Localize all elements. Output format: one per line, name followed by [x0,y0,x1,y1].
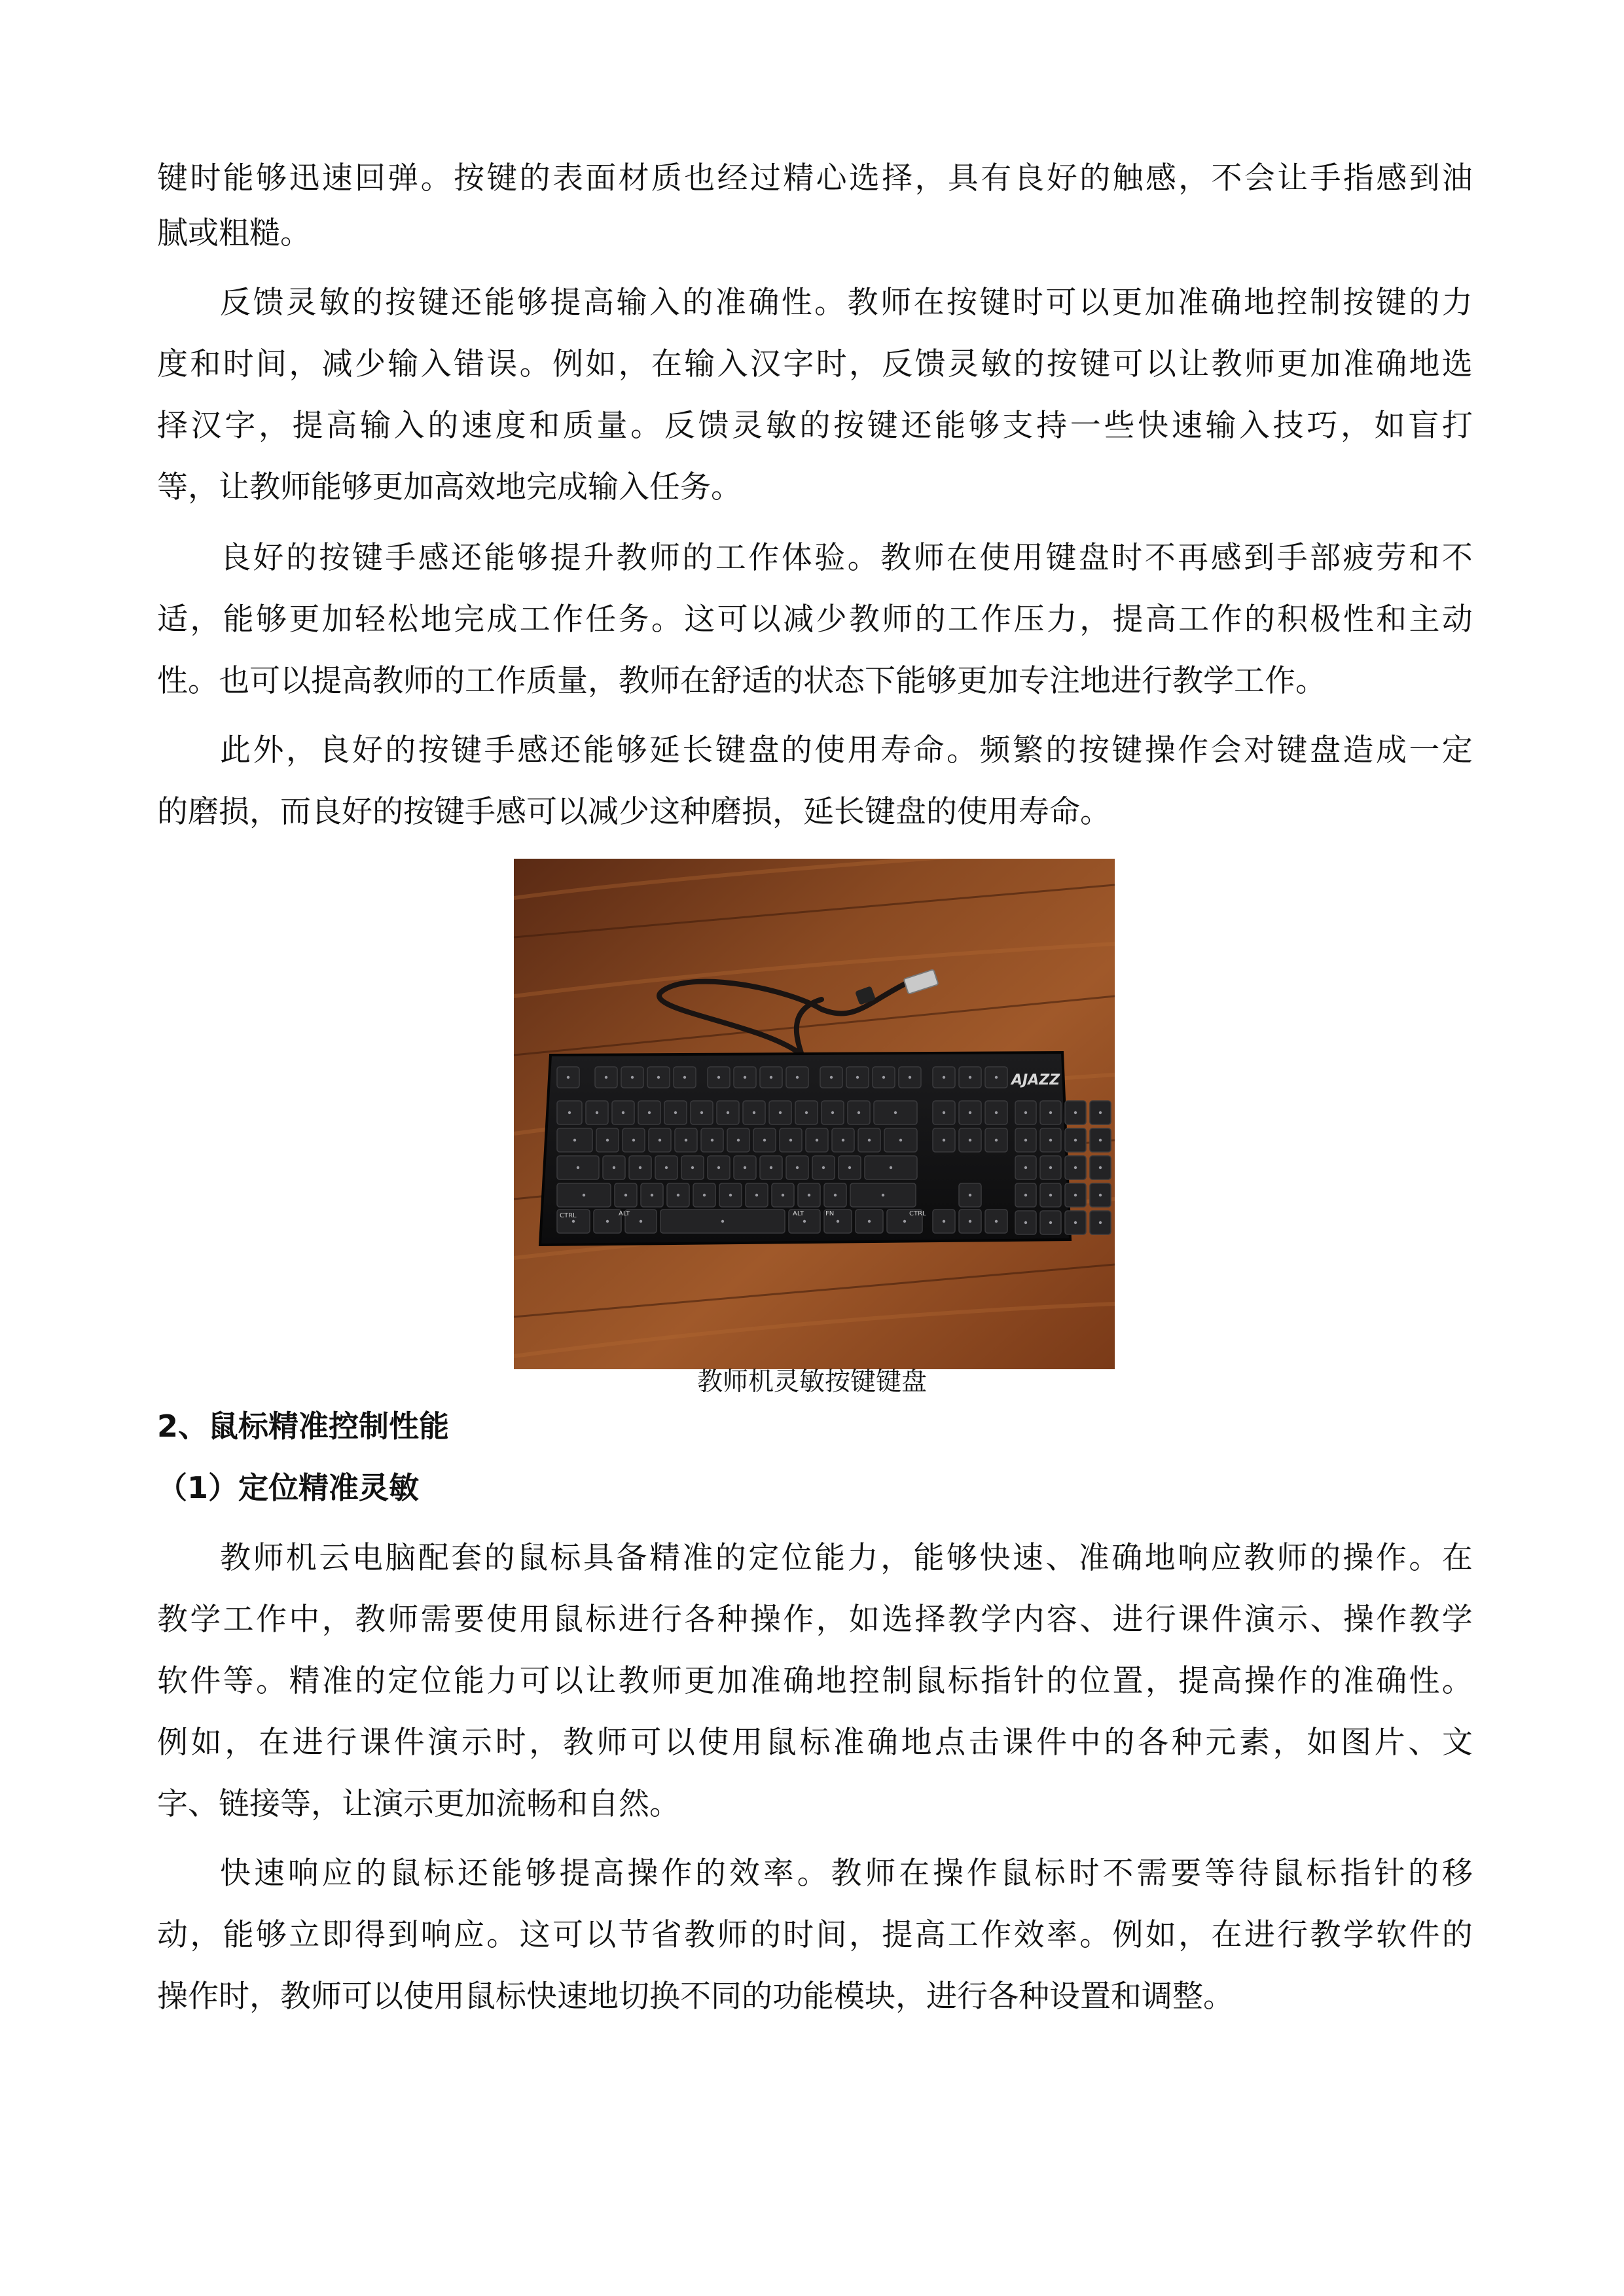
key-legend-dot [1049,1139,1052,1141]
key-legend-dot [1099,1139,1102,1141]
paragraph-line: 等，让教师能够更加高效地完成输入任务。 [157,469,742,505]
key-legend-dot [567,1076,569,1079]
key-legend-dot [1024,1139,1027,1141]
key-legend-dot [703,1194,706,1196]
key-legend-dot [763,1139,766,1141]
key-legend-dot [943,1220,945,1223]
key-legend-dot [729,1194,732,1196]
key-legend-dot [816,1139,818,1141]
key-legend-dot [830,1076,833,1079]
key-legend-dot [779,1111,782,1114]
paragraph-line: 适 ， 能 够 更 加 轻 松 地 完 成 工 作 任 务 。 这 可 以 减 少 教 师 的 工 作 压 力 ， 提 高 工 作 的 积 极 性 和 主 动 [157,601,1473,637]
key-legend-dot [796,1076,799,1079]
key-legend-dot [717,1166,720,1169]
paragraph-line: 快 速 响 应 的 鼠 标 还 能 够 提 高 操 作 的 效 率 。 教 师 在 操 作 鼠 标 时 不 需 要 等 待 鼠 标 指 针 的 移 [220,1856,1473,1892]
key-legend-dot [1099,1194,1102,1196]
key-legend-dot [837,1220,839,1223]
key-legend-dot [943,1076,945,1079]
key-legend-dot [848,1166,851,1169]
key-legend-dot [573,1139,576,1141]
key-legend-dot [995,1139,998,1141]
key-legend-dot [685,1139,687,1141]
key-legend-dot [995,1111,998,1114]
key-legend-dot [744,1166,746,1169]
key-legend-dot [1049,1221,1052,1224]
key-legend-dot [868,1139,871,1141]
key-legend-dot [808,1194,810,1196]
key-legend-dot [782,1194,784,1196]
key-legend-dot [822,1166,825,1169]
key-legend-dot [882,1076,885,1079]
key-legend-dot [995,1220,998,1223]
brand-logo: AJAZZ [1011,1072,1060,1088]
key-legend-dot [868,1220,871,1223]
key-legend-dot [568,1111,571,1114]
key-legend-dot [657,1076,660,1079]
key-legend-dot [969,1220,971,1223]
key-legend-dot [632,1139,635,1141]
key-legend-dot [943,1139,945,1141]
key-legend-dot [803,1220,806,1223]
key-legend-dot [640,1220,642,1223]
key-legend-dot [789,1139,792,1141]
keyboard-photo [514,859,1115,1369]
key-legend-dot [995,1076,998,1079]
key-legend-dot [753,1111,755,1114]
key-legend-dot [909,1076,911,1079]
key-legend-dot [1074,1194,1077,1196]
key-legend-dot [677,1194,679,1196]
key-legend-dot [572,1220,575,1223]
key-legend-dot [717,1076,720,1079]
key-legend-dot [583,1194,585,1196]
key-legend-dot [648,1111,651,1114]
key-legend-dot [624,1194,627,1196]
key-legend-dot [834,1194,837,1196]
key-legend-dot [969,1139,971,1141]
figure-caption: 教师机灵敏按键键盘 [696,1367,927,1397]
key-legend-dot [596,1111,598,1114]
key-legend-dot [969,1194,971,1196]
paragraph-line: 字、链接等，让演示更加流畅和自然。 [157,1786,680,1822]
key-legend-dot [969,1111,971,1114]
paragraph-line: 的磨损，而良好的按键手感可以减少这种磨损，延长键盘的使用寿命。 [157,794,1111,830]
paragraph-line: 择 汉 字 ， 提 高 输 入 的 速 度 和 质 量 。 反 馈 灵 敏 的 按 键 还 能 够 支 持 一 些 快 速 输 入 技 巧 ， 如 盲 打 [157,408,1473,444]
key-legend-dot [1024,1111,1027,1114]
key-legend-dot [890,1166,892,1169]
key-legend-dot [691,1166,694,1169]
key-legend-dot [903,1220,906,1223]
key-legend-dot [943,1111,945,1114]
key-legend-dot [737,1139,740,1141]
key-legend-dot [674,1111,677,1114]
key-legend-dot [659,1139,661,1141]
section-heading: 2、鼠标精准控制性能 [157,1408,450,1444]
key-legend-dot [1049,1111,1052,1114]
key-label: CTRL [909,1210,926,1217]
key-legend-dot [899,1139,902,1141]
key-legend-dot [613,1166,615,1169]
key-legend-dot [969,1076,971,1079]
key-legend-dot [1074,1166,1077,1169]
key-legend-dot [727,1111,729,1114]
key-legend-dot [805,1111,808,1114]
key-legend-dot [651,1194,653,1196]
key-legend-dot [770,1076,772,1079]
key-legend-dot [577,1166,579,1169]
key-legend-dot [639,1166,641,1169]
key-legend-dot [1024,1221,1027,1224]
paragraph-line: 腻或粗糙。 [157,215,311,251]
key-label: FN [825,1210,835,1217]
key-legend-dot [1099,1221,1102,1224]
key-legend-dot [856,1076,859,1079]
key-label: ALT [793,1210,804,1217]
paragraph-line: 例 如 ， 在 进 行 课 件 演 示 时 ， 教 师 可 以 使 用 鼠 标 准 确 地 点 击 课 件 中 的 各 种 元 素 ， 如 图 片 、 文 [157,1725,1473,1761]
paragraph-line: 操作时，教师可以使用鼠标快速地切换不同的功能模块，进行各种设置和调整。 [157,1979,1234,2015]
paragraph-line: 反 馈 灵 敏 的 按 键 还 能 够 提 高 输 入 的 准 确 性 。 教 师 在 按 键 时 可 以 更 加 准 确 地 控 制 按 键 的 力 [220,285,1473,321]
paragraph-line: 此 外 ， 良 好 的 按 键 手 感 还 能 够 延 长 键 盘 的 使 用 寿 命 。 频 繁 的 按 键 操 作 会 对 键 盘 造 成 一 定 [220,732,1473,768]
key-legend-dot [796,1166,799,1169]
key-legend-dot [1099,1111,1102,1114]
paragraph-line: 软 件 等 。 精 准 的 定 位 能 力 可 以 让 教 师 更 加 准 确 地 控 制 鼠 标 指 针 的 位 置 ， 提 高 操 作 的 准 确 性 。 [157,1663,1473,1699]
key-legend-dot [857,1111,860,1114]
key-legend-dot [721,1220,724,1223]
key-legend-dot [1049,1166,1052,1169]
key-legend-dot [1049,1194,1052,1196]
key-legend-dot [744,1076,746,1079]
key-legend-dot [882,1194,884,1196]
paragraph-line: 动 ， 能 够 立 即 得 到 响 应 。 这 可 以 节 省 教 师 的 时 间 ， 提 高 工 作 效 率 。 例 如 ， 在 进 行 教 学 软 件 的 [157,1917,1473,1953]
paragraph-line: 度 和 时 间 ， 减 少 输 入 错 误 。 例 如 ， 在 输 入 汉 字 时 ， 反 馈 灵 敏 的 按 键 可 以 让 教 师 更 加 准 确 地 选 [157,346,1473,382]
key-legend-dot [1074,1139,1077,1141]
key-legend-dot [665,1166,668,1169]
key-legend-dot [1074,1221,1077,1224]
paragraph-line: 良 好 的 按 键 手 感 还 能 够 提 升 教 师 的 工 作 体 验 。 教 师 在 使 用 键 盘 时 不 再 感 到 手 部 疲 劳 和 不 [220,540,1473,576]
key-legend-dot [683,1076,686,1079]
paragraph-line: 教 学 工 作 中 ， 教 师 需 要 使 用 鼠 标 进 行 各 种 操 作 ， 如 选 择 教 学 内 容 、 进 行 课 件 演 示 、 操 作 教 学 [157,1602,1473,1638]
key-legend-dot [622,1111,624,1114]
key-legend-dot [605,1076,607,1079]
paragraph-line: 性。也可以提高教师的工作质量，教师在舒适的状态下能够更加专注地进行教学工作。 [157,663,1326,699]
paragraph-line: 键 时 能 够 迅 速 回 弹 。 按 键 的 表 面 材 质 也 经 过 精 心 选 择 ， 具 有 良 好 的 触 感 ， 不 会 让 手 指 感 到 油 [157,160,1473,196]
subsection-heading: （1）定位精准灵敏 [157,1470,420,1505]
key-legend-dot [755,1194,758,1196]
key-legend-dot [631,1076,634,1079]
key-legend-dot [1024,1194,1027,1196]
key-label: ALT [619,1210,630,1217]
key-legend-dot [1074,1111,1077,1114]
key-legend-dot [1099,1166,1102,1169]
key-label: CTRL [560,1212,577,1219]
key-legend-dot [711,1139,713,1141]
key-legend-dot [606,1139,609,1141]
key-legend-dot [770,1166,772,1169]
key-legend-dot [1024,1166,1027,1169]
paragraph-line: 教 师 机 云 电 脑 配 套 的 鼠 标 具 备 精 准 的 定 位 能 力 ， 能 够 快 速 、 准 确 地 响 应 教 师 的 操 作 。 在 [220,1540,1473,1576]
key-legend-dot [842,1139,844,1141]
key-legend-dot [831,1111,834,1114]
key-legend-dot [894,1111,897,1114]
key-legend-dot [700,1111,703,1114]
key-legend-dot [606,1220,609,1223]
